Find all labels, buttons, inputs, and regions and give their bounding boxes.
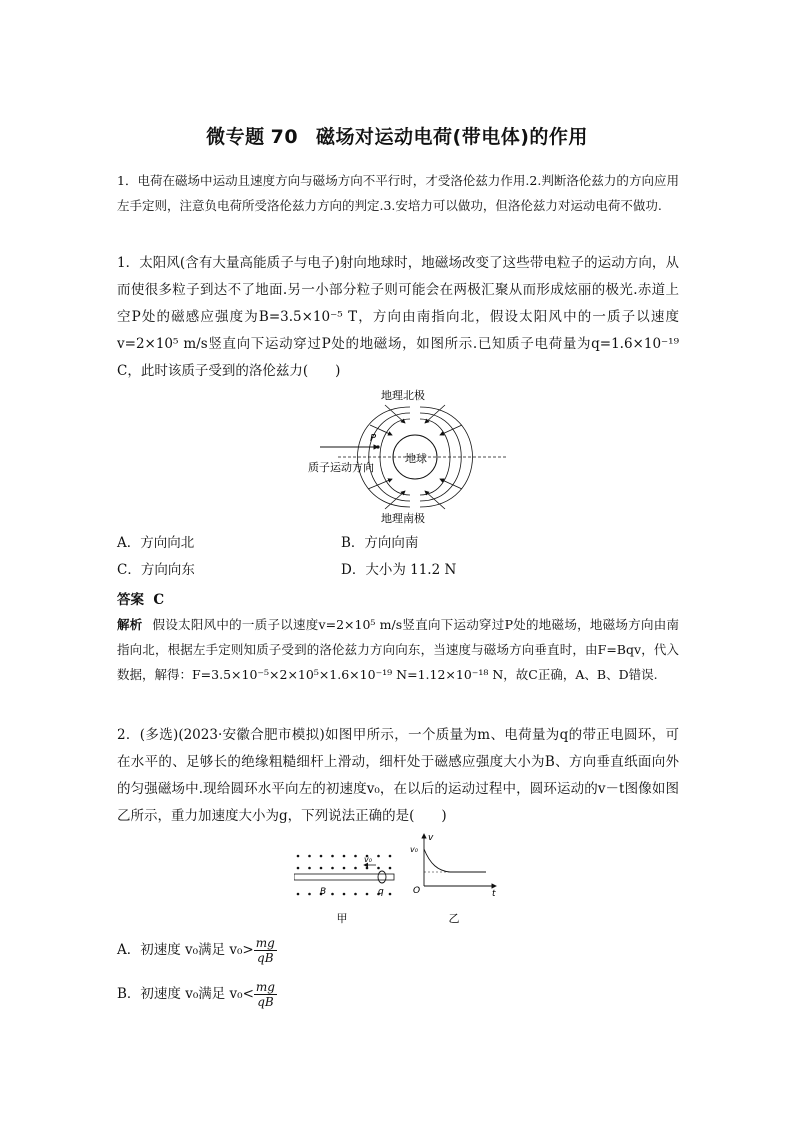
field-dot [354,893,357,896]
origin-label: O [413,886,421,896]
analysis-label: 解析 [117,617,143,632]
velocity-curve [424,849,486,872]
q1-option-b: B．方向向南 [341,535,419,551]
mg-over-qb-fraction-b [254,980,277,1009]
proton-direction-label: 质子运动方向 [308,461,374,474]
field-dot [354,867,357,870]
fraction-numerator: mg [255,980,275,994]
v0-axis-label: v₀ [410,845,418,854]
field-dot [331,893,334,896]
fraction-numerator: mg [255,936,275,950]
field-dot [343,867,346,870]
fraction-denominator: qB [257,995,274,1009]
caption-yi: 乙 [448,912,460,925]
caption-jia: 甲 [336,912,348,925]
velocity-time-graph [406,830,502,928]
t-axis-label: t [492,889,496,899]
mg-over-qb-fraction-a [254,936,277,965]
field-dot [389,867,392,870]
field-dot [297,893,300,896]
north-pole-label: 地理北极 [381,389,425,402]
field-dot [343,855,346,858]
field-dot [366,867,369,870]
field-dot [308,855,311,858]
q1-option-a: A．方向向北 [117,535,195,551]
q2-option-a-text: A．初速度 v₀满足 v₀> [117,942,254,958]
question-2-text: 2．(多选)(2023·安徽合肥市模拟)如图甲所示，一个质量为m、电荷量为q的带正电圆环，可在水平的、足够长的绝缘粗糙细杆上滑动，细杆处于磁感应强度大小为B、方向垂直纸面向外的匀强磁场中.现给圆环水平向左的初速度v₀，在以后的运动过程中，圆环运动的v－t图像如图乙所示，重力加速度大小为g，下列说法正确的是( ) [117,727,679,824]
field-dot [331,867,334,870]
q2-option-b [117,980,277,1009]
intro-notes: 1．电荷在磁场中运动且速度方向与磁场方向不平行时，才受洛伦兹力作用.2.判断洛伦兹力的方向应用左手定则，注意负电荷所受洛伦兹力方向的判定.3.安培力可以做功，但洛伦兹力对运动电荷不做功. [117,173,679,213]
q1-answer [117,588,164,608]
field-dot [366,893,369,896]
field-dot [308,867,311,870]
field-dot [331,855,334,858]
v0-label-left: v₀ [364,855,372,864]
field-dot [320,867,323,870]
q2-option-b-text: B．初速度 v₀满足 v₀< [117,986,254,1002]
field-dot [389,855,392,858]
answer-label: 答案 [117,592,144,608]
page-title [0,122,794,149]
q1-options-row-2 [117,557,679,584]
field-dot [297,855,300,858]
insulating-rod [294,874,394,880]
field-dot [377,855,380,858]
q2-option-a [117,936,277,965]
field-dot [354,855,357,858]
q1-options-row-1 [117,530,679,557]
south-pole-label: 地理南极 [381,512,425,525]
fraction-denominator: qB [257,951,274,965]
title-prefix: 微专题 [206,126,265,148]
q1-option-c: C．方向向东 [117,562,195,578]
q-label: q [378,887,384,897]
title-number: 70 [270,126,299,148]
earth-magnetic-field-figure [300,385,510,530]
analysis-text: 假设太阳风中的一质子以速度v=2×10⁵ m/s竖直向下运动穿过P处的地磁场，地磁场方向由南指向北，根据左手定则知质子受到的洛伦兹力方向向东，当速度与磁场方向垂直时，由F=Bqv，代入数据，解得：F=3.5×10⁻⁵×2×10⁵×1.6×10⁻¹⁹ N=1.12×10⁻¹⁸ N，故C正确，A、B、D错误. [117,617,679,682]
field-dot [297,867,300,870]
field-dot [343,893,346,896]
field-dot [308,893,311,896]
title-topic: 磁场对运动电荷(带电体)的作用 [316,126,588,148]
earth-label: 地球 [405,452,427,465]
point-p-label: P [370,433,377,444]
q1-analysis [117,612,679,687]
v-axis-label: v [428,833,434,843]
question-1-text: 1．太阳风(含有大量高能质子与电子)射向地球时，地磁场改变了这些带电粒子的运动方向，从而使很多粒子到达不了地面.另一小部分粒子则可能会在两极汇聚从而形成炫丽的极光.赤道上空P处的磁感应强度为B=3.5×10⁻⁵ T，方向由南指向北，假设太阳风中的一质子以速度v=2×10⁵ m/s竖直向下运动穿过P处的地磁场，如图所示.已知质子电荷量为q=1.6×10⁻¹⁹ C，此时该质子受到的洛伦兹力( ) [117,255,679,379]
field-dot [377,867,380,870]
q1-option-d: D．大小为 11.2 N [341,562,457,578]
ring-on-rod-figure [294,848,406,928]
b-label: B [320,887,327,897]
field-dot [389,893,392,896]
answer-value: C [153,592,165,608]
field-dot [320,855,323,858]
